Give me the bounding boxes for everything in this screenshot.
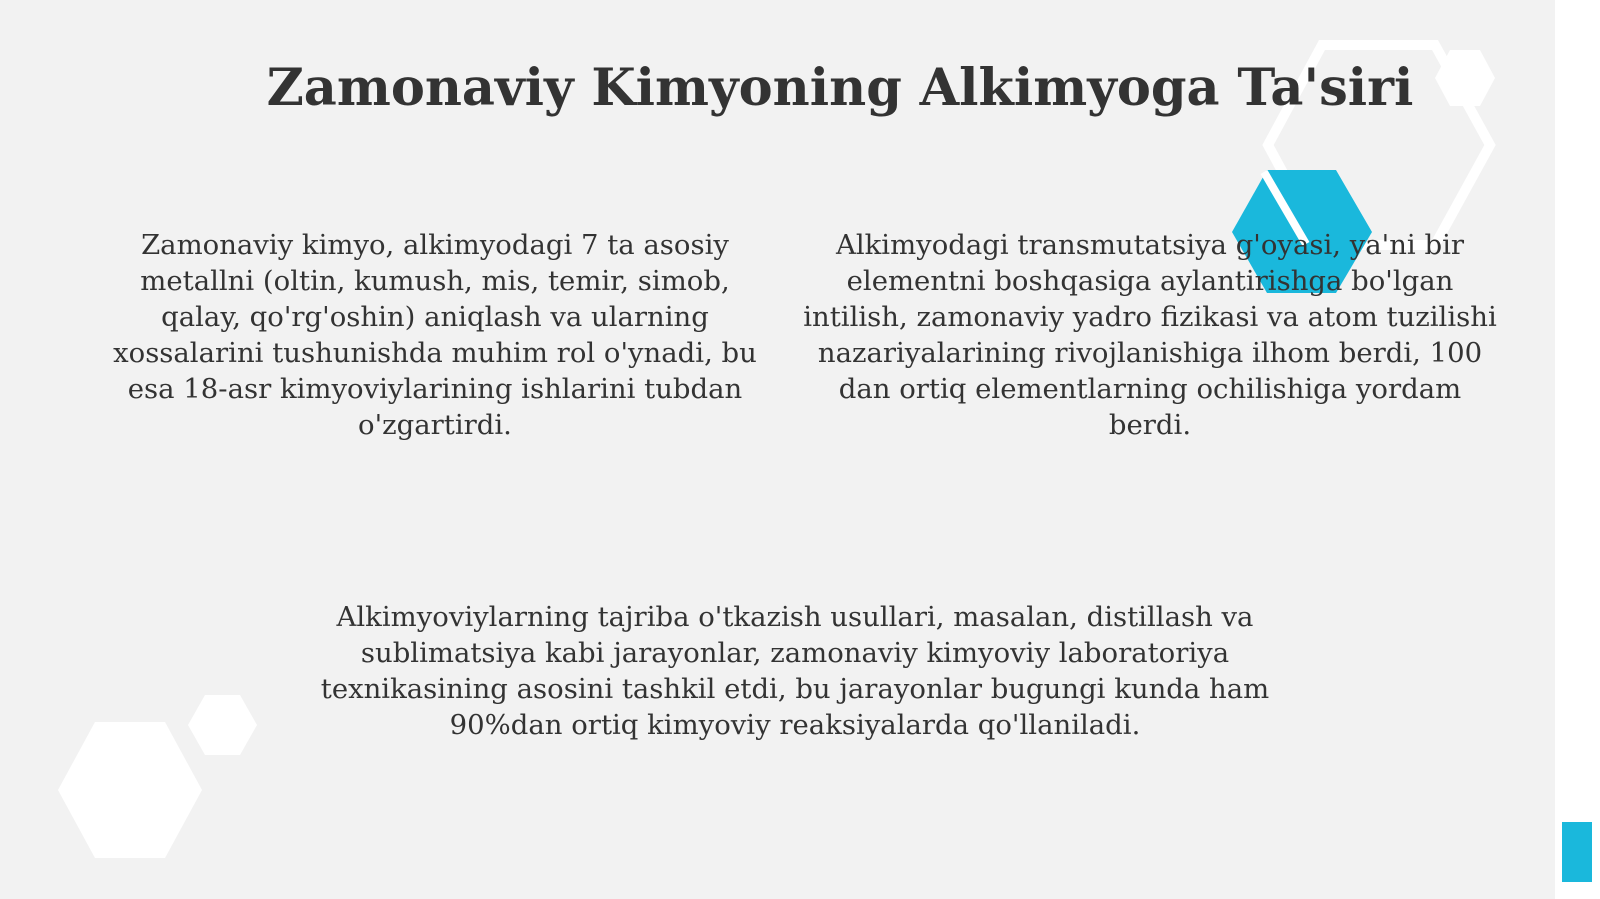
paragraph-right: Alkimyodagi transmutatsiya g'oyasi, ya'ni bir elementni boshqasiga aylantirishga bo'lgan intilish, zamonaviy yadro fizikasi va atom tuzilishi nazariyalarining rivojlanishiga ilhom berdi, 100 dan ortiq elementlarning ochilishiga yordam berdi. xyxy=(803,229,1497,441)
hexagon-white-medium xyxy=(188,695,257,755)
scrollbar-thumb[interactable] xyxy=(1562,822,1592,882)
paragraph-bottom: Alkimyoviylarning tajriba o'tkazish usullari, masalan, distillash va sublimatsiya kabi jarayonlar, zamonaviy kimyoviy laboratoriya texnikasining asosini tashkil etdi, bu jarayonlar bugungi kunda ham 90%dan ortiq kimyoviy reaksiyalarda qo'llaniladi. xyxy=(320,601,1270,741)
slide-title: Zamonaviy Kimyoning Alkimyoga Ta'siri xyxy=(266,58,1414,118)
paragraph-left: Zamonaviy kimyo, alkimyodagi 7 ta asosiy metallni (oltin, kumush, mis, temir, simob, qalay, qo'rg'oshin) aniqlash va ularning xossalarini tushunishda muhim rol o'ynadi, bu esa 18-asr kimyoviylarining ishlarini tubdan o'zgartirdi. xyxy=(113,229,757,441)
hexagon-white-large xyxy=(58,722,202,858)
scrollbar-track[interactable] xyxy=(1555,0,1600,899)
